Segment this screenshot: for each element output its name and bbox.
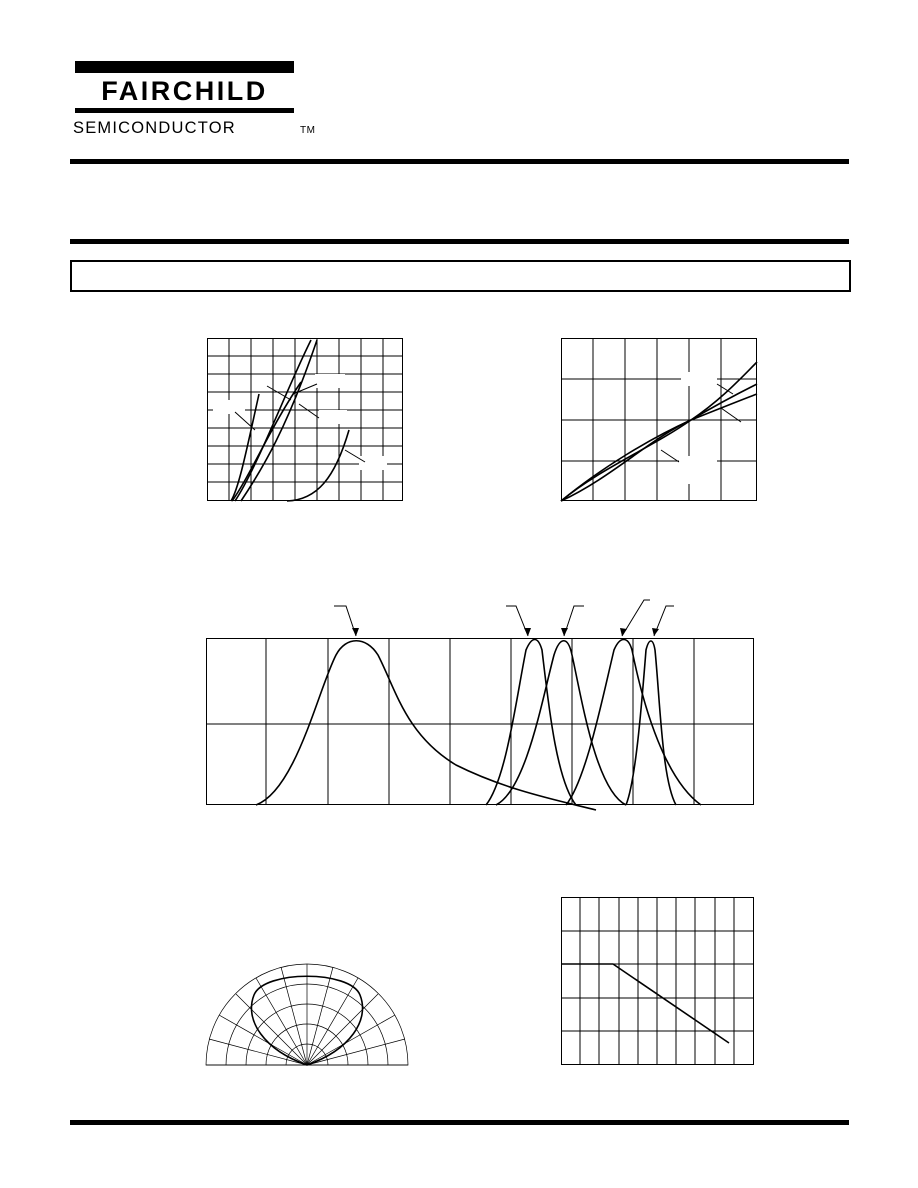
figure-3-curves	[256, 640, 701, 811]
figure-power-derating	[561, 897, 756, 1067]
header-rule-top	[70, 159, 849, 164]
logo-wordmark: FAIRCHILD	[73, 77, 296, 106]
spectrum-yellow	[496, 641, 626, 805]
figure-spectral-response	[206, 600, 756, 815]
fwd-curve-5	[287, 430, 349, 501]
figure-forward-characteristics	[207, 338, 404, 502]
header-rule-bottom	[70, 239, 849, 244]
figure-4-polar-grid	[206, 964, 408, 1065]
section-title-box	[70, 260, 851, 292]
spectrum-green	[486, 640, 576, 806]
figure-1-grid	[207, 338, 403, 501]
figure-3-arrowheads	[352, 628, 659, 636]
figure-radiation-pattern	[204, 960, 410, 1068]
logo-top-bar	[75, 61, 294, 73]
rel-curve-2	[561, 384, 757, 501]
figure-2-leaders	[661, 384, 741, 462]
figure-relative-intensity	[561, 338, 758, 502]
figure-3-grid	[206, 638, 754, 805]
figure-2-curves	[561, 362, 757, 501]
logo-bottom-bar	[75, 108, 294, 113]
logo-subline: SEMICONDUCTOR	[73, 119, 236, 137]
spectrum-blue	[256, 641, 596, 810]
logo-trademark: TM	[300, 125, 316, 136]
figure-2-grid	[561, 338, 757, 501]
figure-2-label-gaps	[679, 372, 717, 484]
footer-rule	[70, 1120, 849, 1125]
